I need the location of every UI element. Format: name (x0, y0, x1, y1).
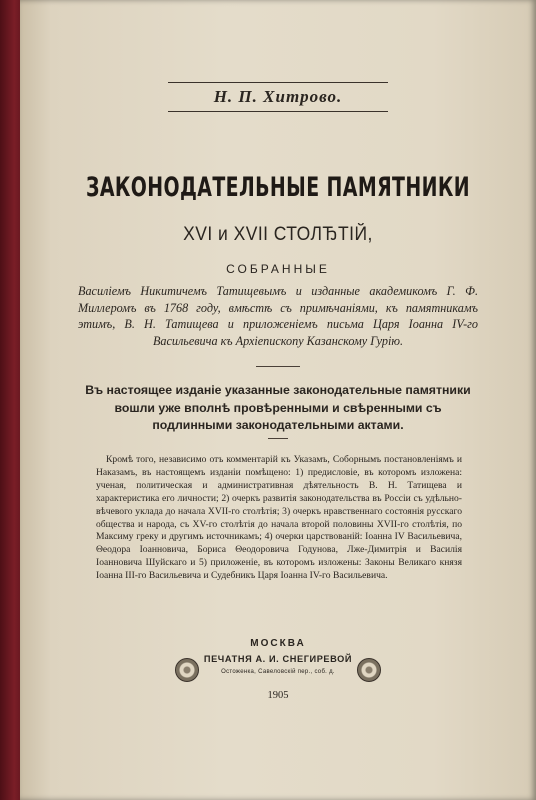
divider (256, 366, 300, 367)
edition-notice: Въ настоящее изданіе указанные законодательные памятники вошли уже вполнѣ провѣренными и свѣренными съ подлинными законодательными актами. (85, 383, 471, 432)
imprint-city: МОСКВА (250, 638, 306, 649)
divider-small (268, 438, 288, 439)
author-rule-top (168, 82, 388, 83)
medal-right-icon (357, 658, 381, 682)
book-title: ЗАКОНОДАТЕЛЬНЫЕ ПАМЯТНИКИ (85, 172, 470, 203)
imprint-year: 1905 (267, 690, 289, 701)
imprint-printer-row (175, 654, 381, 688)
author-name: Н. П. Хитрово. (213, 87, 343, 106)
imprint-address: Остоженка, Савеловскій пер., соб. д. (221, 669, 335, 675)
contents-description: Кромѣ того, независимо отъ комментарій къ Указамъ, Соборнымъ постановленіямъ и Наказамъ, въ настоящемъ изданіи помѣщено: 1) предисловіе, въ которомъ изложена: ученая, политическая и административная дѣятельность В. Н. Татищева и характеристика его личности; 2) очеркъ развитія законодательства въ Россіи съ удѣльно-вѣчевого уклада до начала XVII-го столѣтія; 3) очеркъ нравственнаго состоянія русскаго общества и народа, съ XV-го столѣтія до начала второй половины XVII-го столѣтія, по Максиму греку и другимъ источникамъ; 4) очерки царствованій: Іоанна IV Васильевича, Θеодора Іоанновича, Бориса Θеодоровича Годунова, Лже-Димитрія и Василія Іоанновича Шуйскаго и 5) приложеніе, въ которомъ изложены: Законы Великаго князя Іоанна III-го Васильевича и Судебникъ Царя Іоанна IV-го Васильевича. (96, 454, 462, 582)
author-rule-bottom (168, 111, 388, 112)
imprint-printer: ПЕЧАТНЯ А. И. СНЕГИРЕВОЙ (203, 654, 353, 664)
book-subtitle: XVI и XVII СТОЛЂТІЙ, (183, 224, 373, 245)
collected-label: СОБРАННЫЕ (226, 262, 330, 276)
medal-left-icon (175, 658, 199, 682)
collectors-text: Василіемъ Никитичемъ Татищевымъ и изданные академикомъ Г. Ф. Миллеромъ въ 1768 году, вмѣстѣ съ примѣчаніями, къ памятникамъ этимъ, В. Н. Татищева и приложеніемъ письма Царя Іоанна IV-го Васильевича къ Архіепископу Казанскому Гурію. (78, 284, 478, 348)
title-page (20, 0, 536, 800)
